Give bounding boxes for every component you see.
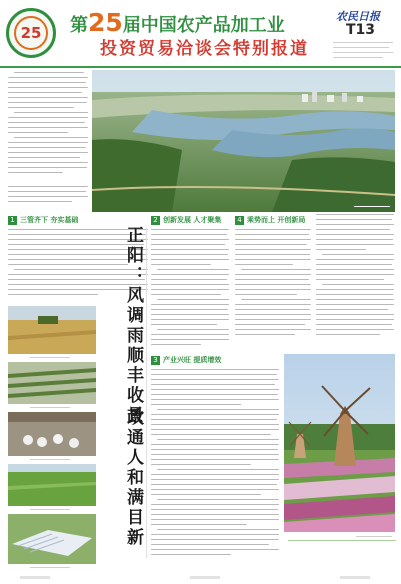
- masthead: [0, 0, 401, 68]
- section-4-body-a: [235, 229, 311, 349]
- crop-rows-icon: [8, 362, 96, 404]
- masthead-title-prefix: 第: [70, 15, 88, 36]
- masthead-title-line2: 投资贸易洽谈会特别报道: [100, 39, 309, 59]
- headline-column-b: [124, 408, 142, 558]
- section-3-footnote: [228, 540, 358, 550]
- green-farmland-photo: [8, 464, 96, 506]
- section-3-number: 3: [151, 356, 160, 365]
- section-4-header: [235, 216, 315, 226]
- section-1-number: 1: [8, 216, 17, 225]
- section-2-body: [151, 229, 229, 349]
- section-2-header: [151, 216, 231, 226]
- intro-text-column-cont: [8, 186, 90, 212]
- bottom-decoration: [0, 574, 401, 584]
- rows-of-crops-photo: [8, 362, 96, 404]
- section-3-header: [151, 356, 231, 366]
- section-1-header: [8, 216, 118, 226]
- headline-line-b: 政通人和满目新: [123, 408, 143, 548]
- section-1-title: 三管齐下 夯实基础: [20, 216, 79, 224]
- brand-script: 农民日报: [336, 10, 380, 23]
- section-2-title: 创新发展 人才聚集: [163, 216, 222, 224]
- section-3-body: [151, 369, 281, 569]
- aerial-landscape-photo: [92, 70, 395, 212]
- section-4-number: 4: [235, 216, 244, 225]
- section-4-body-b: [316, 214, 394, 349]
- headline-line-a: 正阳：风调雨顺丰收景: [123, 226, 143, 426]
- section-3-title: 产业兴旺 提质增效: [163, 356, 222, 364]
- wheat-field-icon: [8, 306, 96, 354]
- aerial-landscape-icon: [92, 70, 395, 212]
- greenhouse-photo: [8, 514, 96, 564]
- masthead-rule: [0, 66, 401, 68]
- fair-logo: [6, 8, 56, 58]
- intro-text-column: [8, 70, 90, 182]
- masthead-title-number: 25: [88, 8, 123, 37]
- section-2-number: 2: [151, 216, 160, 225]
- livestock-icon: [8, 412, 96, 456]
- page-number: T13: [346, 22, 376, 38]
- masthead-title-line1: [70, 10, 285, 36]
- windmill-flower-photo: [284, 354, 395, 532]
- farm-field-photo: [8, 306, 96, 354]
- section-4-title: 乘势而上 开创新局: [247, 216, 306, 224]
- green-farmland-icon: [8, 464, 96, 506]
- greenhouse-icon: [8, 514, 96, 564]
- logo-number: 25: [20, 24, 42, 42]
- windmill-icon: [284, 354, 395, 532]
- masthead-title-rest: 届中国农产品加工业: [122, 15, 285, 36]
- livestock-farm-photo: [8, 412, 96, 456]
